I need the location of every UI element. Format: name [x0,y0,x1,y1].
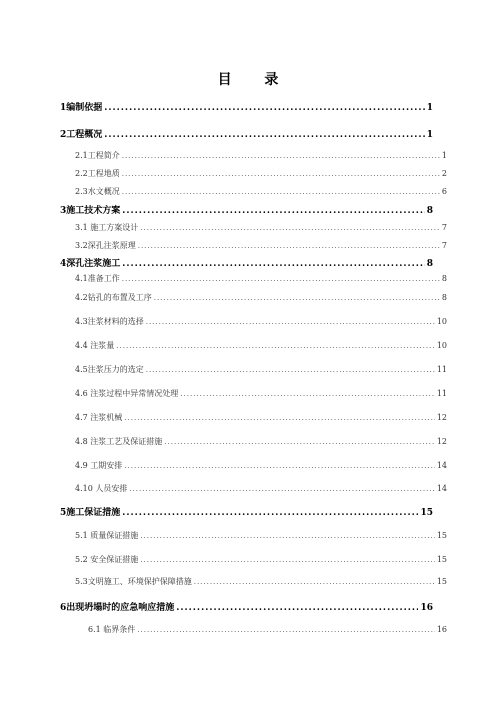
toc-entry[interactable] [60,505,433,518]
toc-page-number: 7 [441,223,447,232]
dot-leader [176,603,418,613]
toc-entry[interactable] [75,273,447,284]
toc-entry[interactable] [60,203,433,216]
toc-entry-text: 4.7 注浆机械 [75,413,123,422]
dot-leader [122,275,440,283]
dot-leader [122,188,440,196]
toc-entry[interactable] [75,388,447,399]
toc-page-number: 8 [426,206,433,216]
toc-entry[interactable] [75,222,447,233]
toc-entry[interactable] [60,600,433,613]
toc-entry-text: 4.10 人员安排 [75,484,128,493]
toc-entry[interactable] [75,186,447,197]
toc-entry[interactable] [75,412,447,423]
toc-page-number: 11 [436,365,447,374]
toc-entry[interactable] [75,530,447,541]
dot-leader [104,103,424,113]
toc-entry-text: 4.3注浆材料的选择 [75,317,144,326]
toc-entry-text: 4.5注浆压力的选定 [75,365,144,374]
toc-entry[interactable] [75,364,447,375]
toc-entry-text: 5.3文明施工、环境保护保障措施 [75,577,192,586]
toc-entry[interactable] [75,460,447,471]
toc-entry-text: 3.2深孔注浆原理 [75,241,136,250]
toc-page-number: 8 [441,293,447,302]
dot-leader [140,224,440,232]
toc-entry-text: 5.1 质量保证措施 [75,531,139,540]
toc-entry[interactable] [60,127,433,140]
dot-leader [122,170,440,178]
toc-entry[interactable] [75,576,447,587]
toc-entry[interactable] [60,256,433,269]
dot-leader [146,366,435,374]
dot-leader [138,242,440,250]
toc-entry-text: 5.2 安全保证措施 [75,555,139,564]
toc-entry-text: 5施工保证措施 [60,508,121,518]
dot-leader [194,578,435,586]
toc-page-number: 1 [426,103,433,113]
toc-entry[interactable] [88,624,447,635]
toc-page-number: 11 [436,389,447,398]
dot-leader [129,485,434,493]
dot-leader [154,294,440,302]
toc-page-number: 14 [436,461,447,470]
dot-leader [137,626,435,634]
dot-leader [122,508,418,518]
toc-entry[interactable] [75,150,447,161]
toc-entry-text: 1编制依据 [60,103,103,113]
toc-page-number: 12 [436,413,447,422]
toc-page-number: 15 [436,577,447,586]
toc-entry-text: 4.4 注浆量 [75,341,115,350]
toc-entry[interactable] [60,100,433,113]
toc-page-number: 16 [420,603,433,613]
toc-page-number: 15 [420,508,433,518]
toc-page-number: 2 [441,169,447,178]
toc-page-number: 15 [436,531,447,540]
dot-leader [140,532,435,540]
toc-entry-text: 4.8 注浆工艺及保证措施 [75,437,163,446]
toc-page-number: 8 [426,259,433,269]
dot-leader [104,130,424,140]
toc-entry[interactable] [75,483,447,494]
dot-leader [164,438,435,446]
dot-leader [122,259,424,269]
toc-page-number: 6 [441,187,447,196]
dot-leader [116,342,435,350]
toc-entry-text: 4.6 注浆过程中异常情况处理 [75,389,179,398]
dot-leader [140,556,435,564]
dot-leader [122,206,424,216]
dot-leader [146,318,435,326]
toc-entry[interactable] [75,340,447,351]
toc-page-number: 1 [441,151,447,160]
toc-entry-text: 4.9 工期安排 [75,461,123,470]
toc-entry[interactable] [75,292,447,303]
toc-entry-text: 2.2工程地质 [75,169,120,178]
dot-leader [122,152,440,160]
toc-entry[interactable] [75,316,447,327]
dot-leader [124,462,435,470]
toc-page-number: 1 [426,130,433,140]
toc-page-number: 12 [436,437,447,446]
toc-entry-text: 3施工技术方案 [60,206,121,216]
toc-page-number: 10 [436,341,447,350]
dot-leader [124,414,435,422]
toc-entry-text: 2.1工程简介 [75,151,120,160]
dot-leader [180,390,435,398]
toc-entry-text: 3.1 施工方案设计 [75,223,139,232]
toc-entry-text: 4.1准备工作 [75,274,120,283]
toc-entry[interactable] [75,436,447,447]
toc-entry-text: 2工程概况 [60,130,103,140]
page-title: 目 录 [217,72,293,88]
toc-entry[interactable] [75,240,447,251]
toc-page-number: 15 [436,555,447,564]
toc-entry-text: 6出现坍塌时的应急响应措施 [60,603,175,613]
toc-page-number: 14 [436,484,447,493]
toc-page-number: 10 [436,317,447,326]
toc-entry[interactable] [75,168,447,179]
toc-entry[interactable] [75,554,447,565]
toc-entry-text: 2.3水文概况 [75,187,120,196]
toc-entry-text: 4深孔注浆施工 [60,259,121,269]
toc-entry-text: 4.2钻孔的布置及工序 [75,293,152,302]
toc-page-number: 8 [441,274,447,283]
toc-page-number: 16 [436,625,447,634]
toc-page-number: 7 [441,241,447,250]
toc-entry-text: 6.1 临界条件 [88,625,136,634]
